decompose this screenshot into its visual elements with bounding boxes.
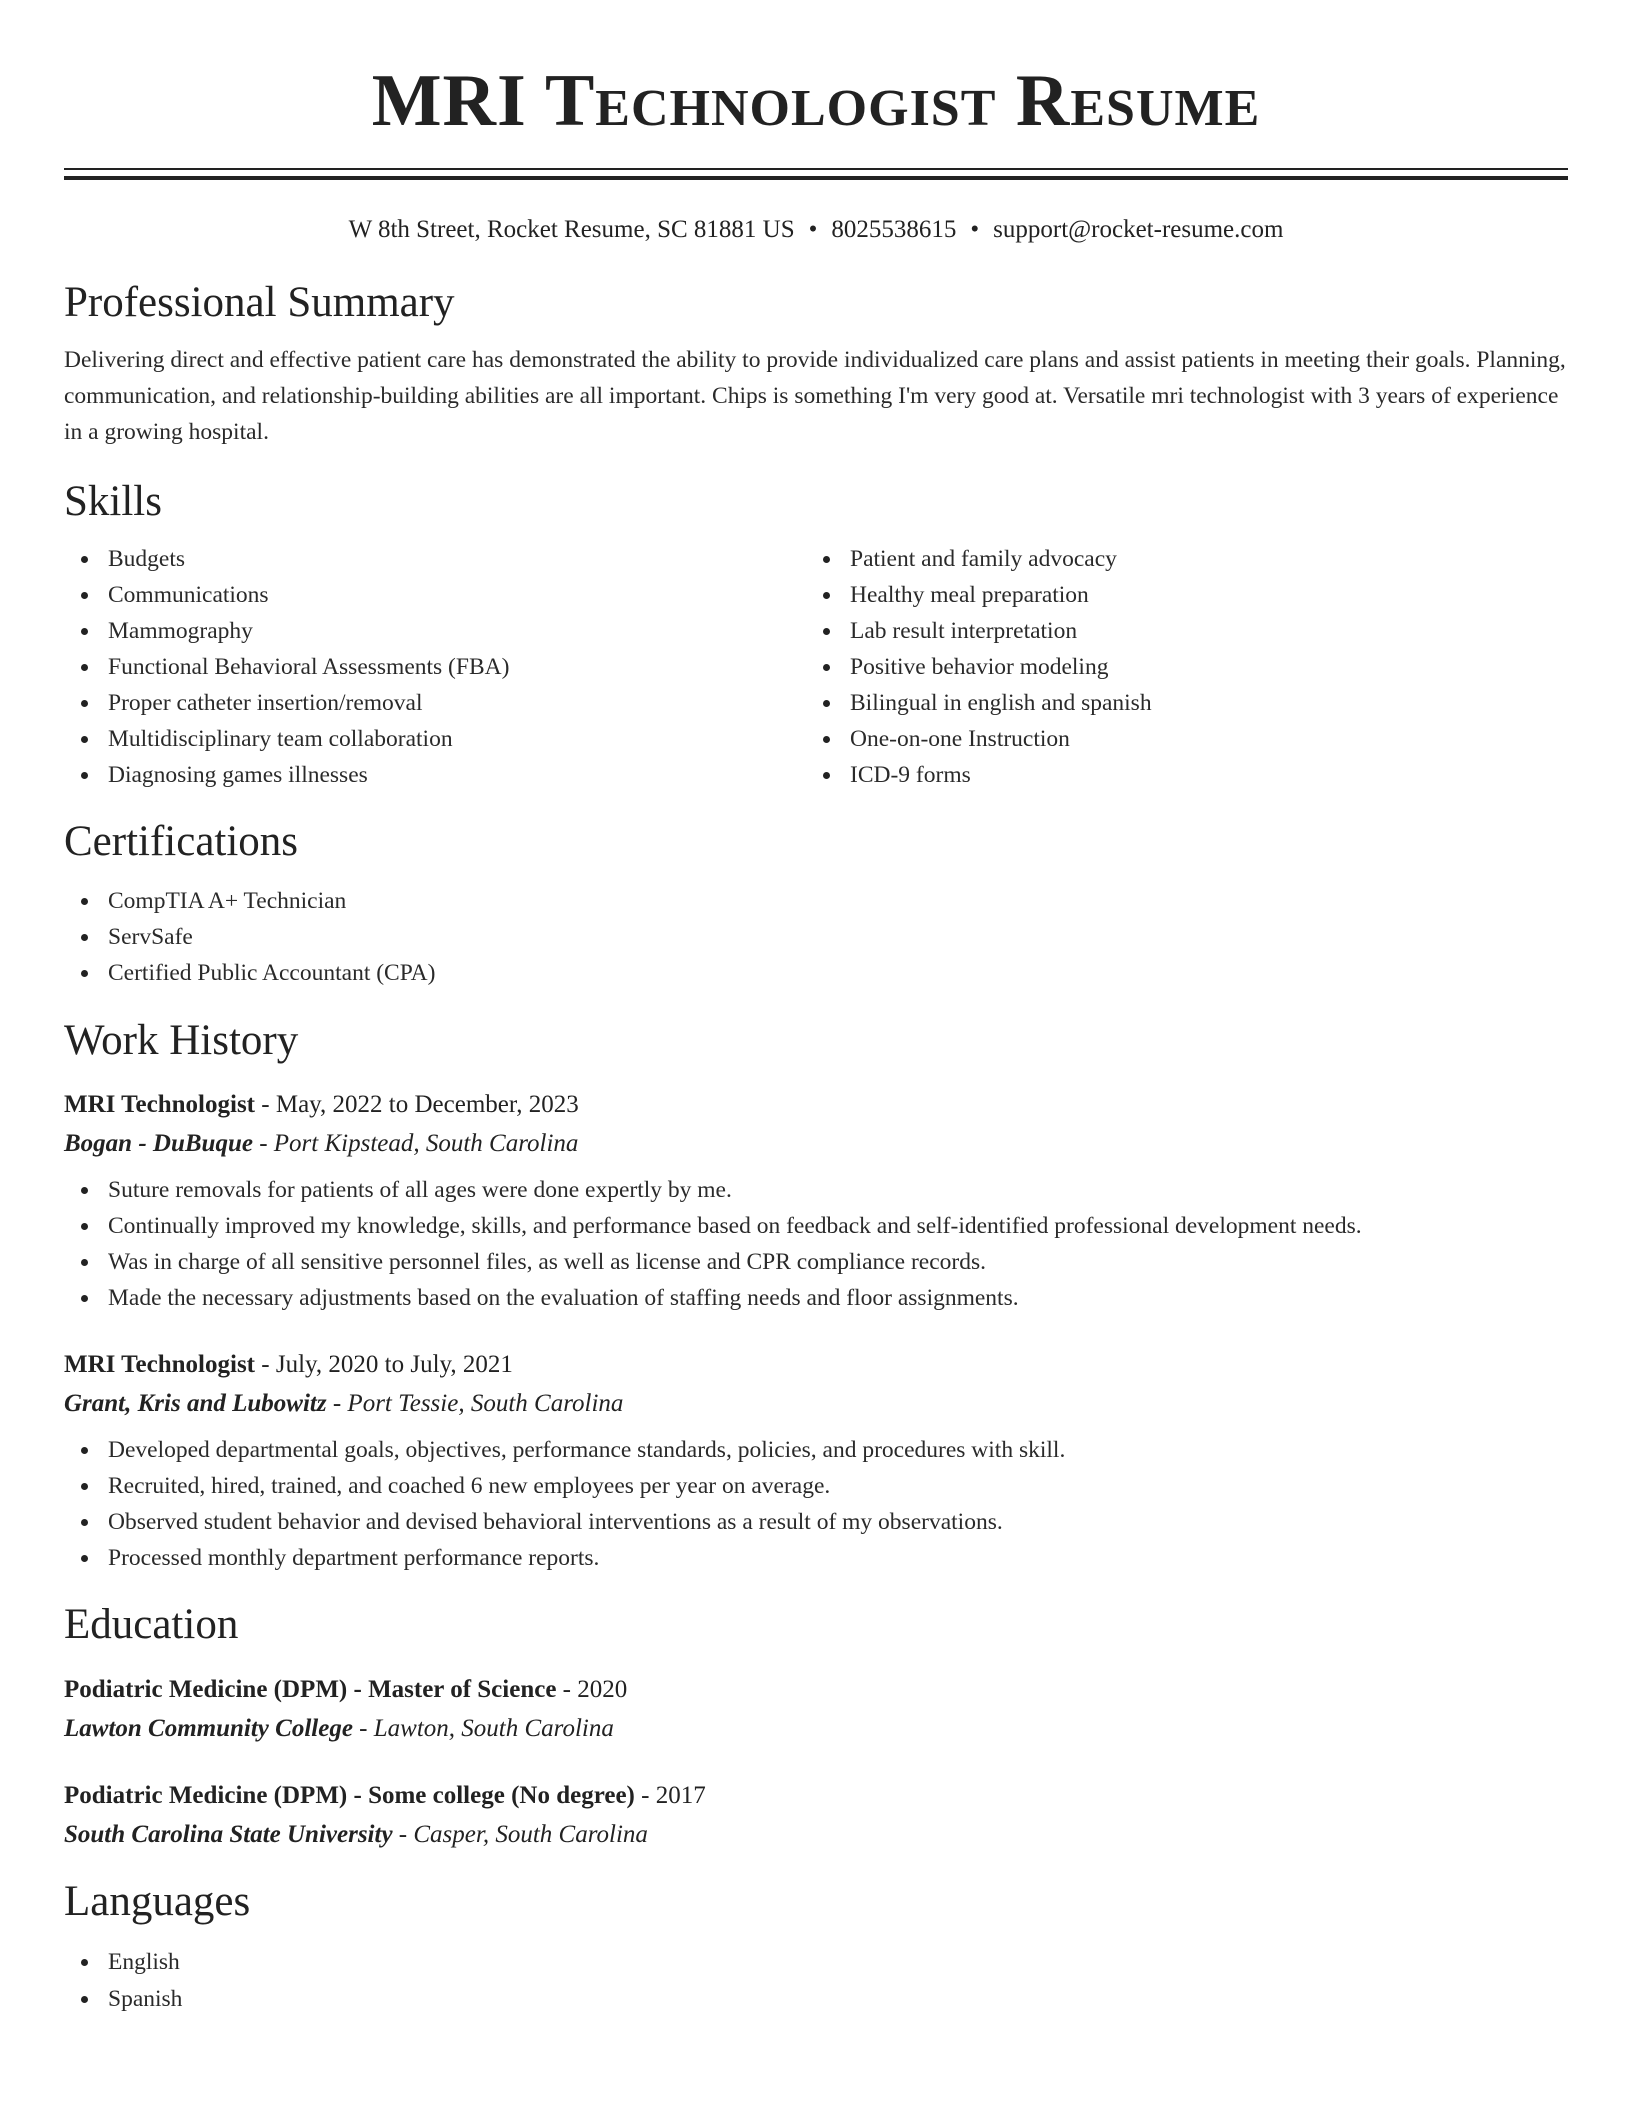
education-location: - Lawton, South Carolina <box>352 1715 614 1742</box>
job-company: Bogan - DuBuque <box>64 1130 253 1157</box>
contact-phone: 8025538615 <box>831 216 957 243</box>
job-dates: - July, 2020 to July, 2021 <box>255 1351 513 1378</box>
contact-separator: • <box>970 216 980 243</box>
job-duties-list <box>64 1172 1568 1316</box>
contact-separator: • <box>808 216 818 243</box>
skills-columns <box>64 541 1568 793</box>
resume-title: MRI Technologist Resume <box>371 60 1261 142</box>
language-item: English <box>108 1944 1568 1981</box>
title-double-rule <box>64 168 1568 180</box>
skill-item: One-on-one Instruction <box>850 721 1548 757</box>
certification-item: ServSafe <box>108 919 1568 955</box>
skill-item: Budgets <box>108 541 806 577</box>
job-duty-item: Developed departmental goals, objectives, performance standards, policies, and procedures with skill. <box>108 1432 1568 1468</box>
education-school: South Carolina State University <box>64 1821 393 1848</box>
education-location: - Casper, South Carolina <box>392 1821 648 1848</box>
skill-item: Patient and family advocacy <box>850 541 1548 577</box>
certifications-heading: Certifications <box>64 818 299 865</box>
job-title-line <box>64 1349 1568 1381</box>
skills-left-column <box>64 541 806 793</box>
education-school: Lawton Community College <box>64 1715 353 1742</box>
job-location: - Port Tessie, South Carolina <box>326 1390 624 1417</box>
job-duty-item: Recruited, hired, trained, and coached 6 new employees per year on average. <box>108 1468 1568 1504</box>
education-degree-line <box>64 1780 1568 1812</box>
education-entry <box>64 1674 1568 1745</box>
certifications-list <box>64 883 1568 991</box>
skill-item: Functional Behavioral Assessments (FBA) <box>108 649 806 685</box>
education-year: - 2020 <box>556 1676 628 1703</box>
education-degree: Podiatric Medicine (DPM) - Some college (No degree) <box>64 1782 635 1809</box>
skill-item: Healthy meal preparation <box>850 577 1548 613</box>
skills-left-list <box>64 541 806 793</box>
languages-list <box>64 1944 1568 2018</box>
job-duty-item: Made the necessary adjustments based on the evaluation of staffing needs and floor assignments. <box>108 1280 1568 1316</box>
education-heading: Education <box>64 1601 239 1648</box>
skill-item: Positive behavior modeling <box>850 649 1548 685</box>
skills-right-column <box>806 541 1548 793</box>
job-duty-item: Processed monthly department performance reports. <box>108 1540 1568 1576</box>
job-duty-item: Suture removals for patients of all ages were done expertly by me. <box>108 1172 1568 1208</box>
job-duty-item: Continually improved my knowledge, skills, and performance based on feedback and self-identified professional development needs. <box>108 1208 1568 1244</box>
contact-email: support@rocket-resume.com <box>993 216 1284 243</box>
skill-item: Lab result interpretation <box>850 613 1548 649</box>
skill-item: Communications <box>108 577 806 613</box>
skill-item: Diagnosing games illnesses <box>108 757 806 793</box>
skills-heading: Skills <box>64 478 162 525</box>
job-title-line <box>64 1089 1568 1121</box>
education-school-line <box>64 1713 1568 1745</box>
contact-line <box>64 215 1568 245</box>
summary-heading: Professional Summary <box>64 279 455 326</box>
summary-text: Delivering direct and effective patient care has demonstrated the ability to provide individualized care plans and assist patients in meeting their goals. Planning, communication, and relationship-building abilities are all important. Chips is something I'm very good at. Versatile mri technologist with 3 years of experience in a growing hospital. <box>64 347 1566 445</box>
education-year: - 2017 <box>634 1782 706 1809</box>
job-duty-item: Observed student behavior and devised behavioral interventions as a result of my observations. <box>108 1504 1568 1540</box>
certification-item: CompTIA A+ Technician <box>108 883 1568 919</box>
job-entry <box>64 1349 1568 1576</box>
job-dates: - May, 2022 to December, 2023 <box>255 1091 579 1118</box>
resume-page <box>64 0 1568 2018</box>
education-degree-line <box>64 1674 1568 1706</box>
job-company: Grant, Kris and Lubowitz <box>64 1390 327 1417</box>
job-title: MRI Technologist <box>64 1091 256 1118</box>
job-title: MRI Technologist <box>64 1351 256 1378</box>
job-duties-list <box>64 1432 1568 1576</box>
job-employer-line <box>64 1388 1568 1420</box>
job-location: - Port Kipstead, South Carolina <box>252 1130 579 1157</box>
language-item: Spanish <box>108 1981 1568 2018</box>
skill-item: Multidisciplinary team collaboration <box>108 721 806 757</box>
job-duty-item: Was in charge of all sensitive personnel files, as well as license and CPR compliance records. <box>108 1244 1568 1280</box>
job-employer-line <box>64 1128 1568 1160</box>
education-entry <box>64 1780 1568 1851</box>
skill-item: Proper catheter insertion/removal <box>108 685 806 721</box>
contact-address: W 8th Street, Rocket Resume, SC 81881 US <box>348 216 795 243</box>
languages-heading: Languages <box>64 1878 251 1925</box>
skills-right-list <box>806 541 1548 793</box>
education-degree: Podiatric Medicine (DPM) - Master of Science <box>64 1676 557 1703</box>
skill-item: ICD-9 forms <box>850 757 1548 793</box>
skill-item: Mammography <box>108 613 806 649</box>
job-entry <box>64 1089 1568 1316</box>
education-school-line <box>64 1819 1568 1851</box>
skill-item: Bilingual in english and spanish <box>850 685 1548 721</box>
work-history-heading: Work History <box>64 1017 299 1064</box>
certification-item: Certified Public Accountant (CPA) <box>108 955 1568 991</box>
